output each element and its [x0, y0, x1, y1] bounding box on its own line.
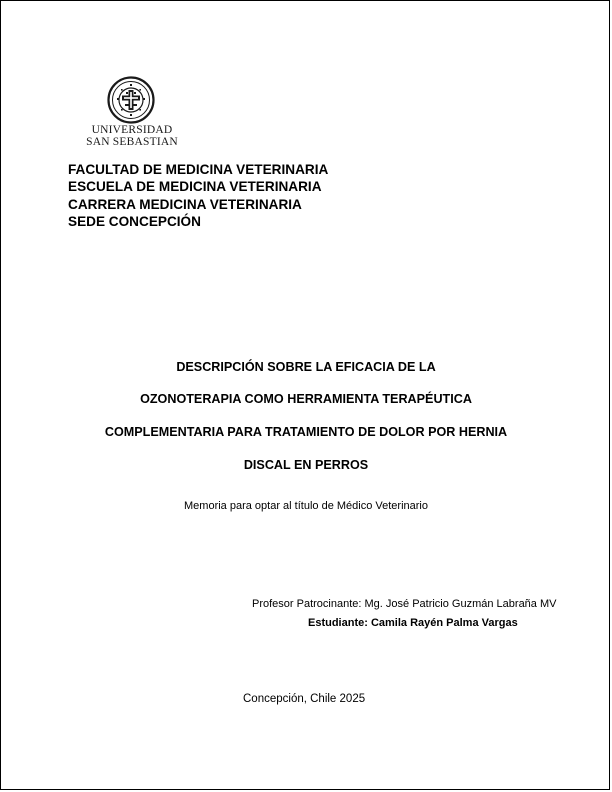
faculty-name: FACULTAD DE MEDICINA VETERINARIA [68, 162, 329, 177]
logo-text-san-sebastian: SAN SEBASTIAN [86, 136, 178, 148]
thesis-title-line-2: OZONOTERAPIA COMO HERRAMIENTA TERAPÉUTICA [140, 392, 472, 406]
thesis-title-line-3: COMPLEMENTARIA PARA TRATAMIENTO DE DOLOR POR HERNIA [104, 425, 508, 439]
degree-statement: Memoria para optar al título de Médico Veterinario [184, 500, 428, 512]
logo-text-university: UNIVERSIDAD [91, 124, 173, 136]
thesis-title-line-1: DESCRIPCIÓN SOBRE LA EFICACIA DE LA [176, 360, 436, 374]
student-name: Estudiante: Camila Rayén Palma Vargas [308, 617, 518, 629]
sponsor-professor: Profesor Patrocinante: Mg. José Patricio Guzmán Labraña MV [252, 598, 557, 610]
program-name: CARRERA MEDICINA VETERINARIA [68, 196, 302, 212]
school-name: ESCUELA DE MEDICINA VETERINARIA [68, 179, 322, 195]
university-logo [86, 76, 178, 152]
thesis-title-line-4: DISCAL EN PERROS [243, 458, 369, 472]
place-and-date: Concepción, Chile 2025 [243, 693, 366, 705]
university-seal-icon [107, 76, 155, 124]
campus-name: SEDE CONCEPCIÓN [68, 213, 201, 229]
institution-header [68, 161, 328, 230]
